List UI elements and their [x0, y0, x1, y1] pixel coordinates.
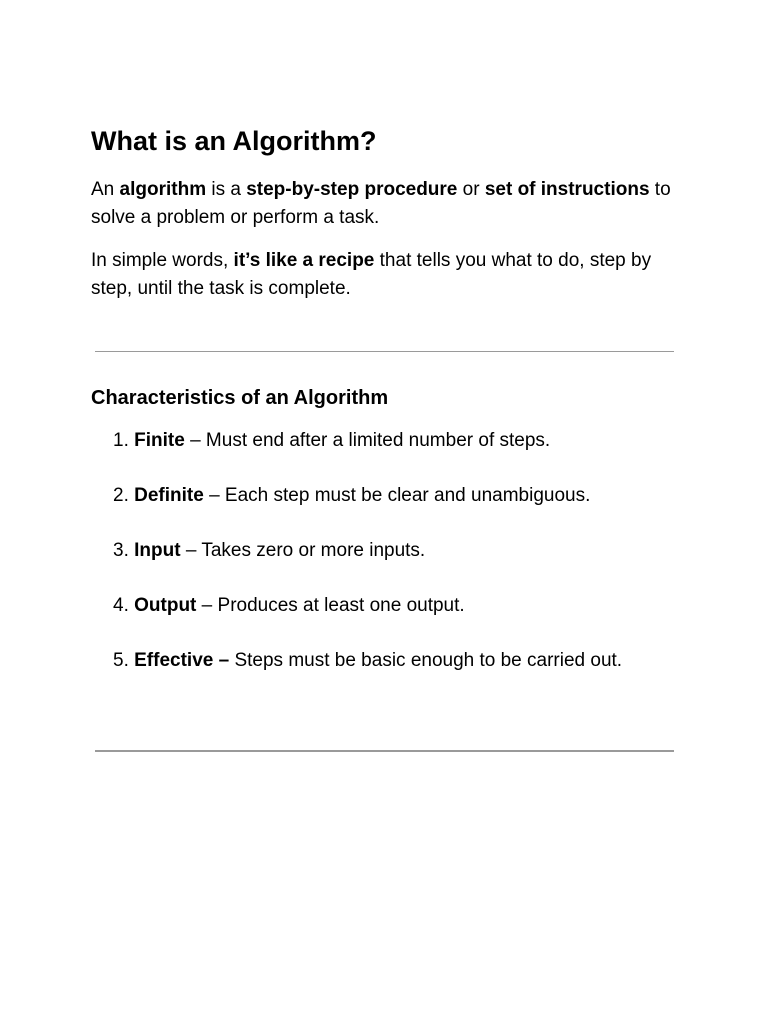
list-item-input: [113, 538, 622, 593]
text-run: or: [457, 179, 485, 200]
item-description: – Must end after a limited number of steps.: [184, 430, 551, 451]
simple-words-paragraph: [91, 247, 681, 303]
item-term: Definite: [134, 485, 204, 506]
item-term: Finite: [134, 430, 185, 451]
list-item-output: [113, 593, 622, 648]
text-run: An: [91, 179, 120, 200]
item-description: – Each step must be clear and unambiguous.: [203, 485, 591, 506]
list-item-finite: [113, 428, 622, 483]
item-number: 1.: [113, 430, 135, 451]
item-term: Output: [134, 595, 197, 616]
list-item-definite: [113, 483, 622, 538]
characteristics-list: [113, 428, 622, 703]
text-run: to solve a problem or perform a task.: [91, 179, 671, 228]
bold-term-instructions: set of instructions: [484, 179, 650, 200]
divider-bottom: [95, 750, 674, 752]
item-description: Steps must be basic enough to be carried out.: [229, 650, 623, 671]
definition-paragraph: [91, 176, 681, 232]
divider-top: [95, 351, 674, 352]
item-number: 2.: [113, 485, 135, 506]
page-title: What is an Algorithm?: [91, 126, 377, 156]
item-description: – Takes zero or more inputs.: [180, 540, 426, 561]
item-number: 3.: [113, 540, 135, 561]
item-term: Input: [134, 540, 181, 561]
item-term: Effective –: [134, 650, 230, 671]
bold-term-algorithm: algorithm: [119, 179, 207, 200]
item-description: – Produces at least one output.: [196, 595, 465, 616]
item-number: 5.: [113, 650, 135, 671]
text-run: that tells you what to do, step by step, until the task is complete.: [91, 250, 652, 299]
list-item-effective: [113, 648, 622, 703]
bold-term-procedure: step-by-step procedure: [246, 179, 458, 200]
text-run: In simple words,: [91, 250, 234, 271]
item-number: 4.: [113, 595, 135, 616]
text-run: is a: [206, 179, 247, 200]
bold-phrase-recipe: it’s like a recipe: [233, 250, 375, 271]
section-title: Characteristics of an Algorithm: [91, 387, 389, 409]
